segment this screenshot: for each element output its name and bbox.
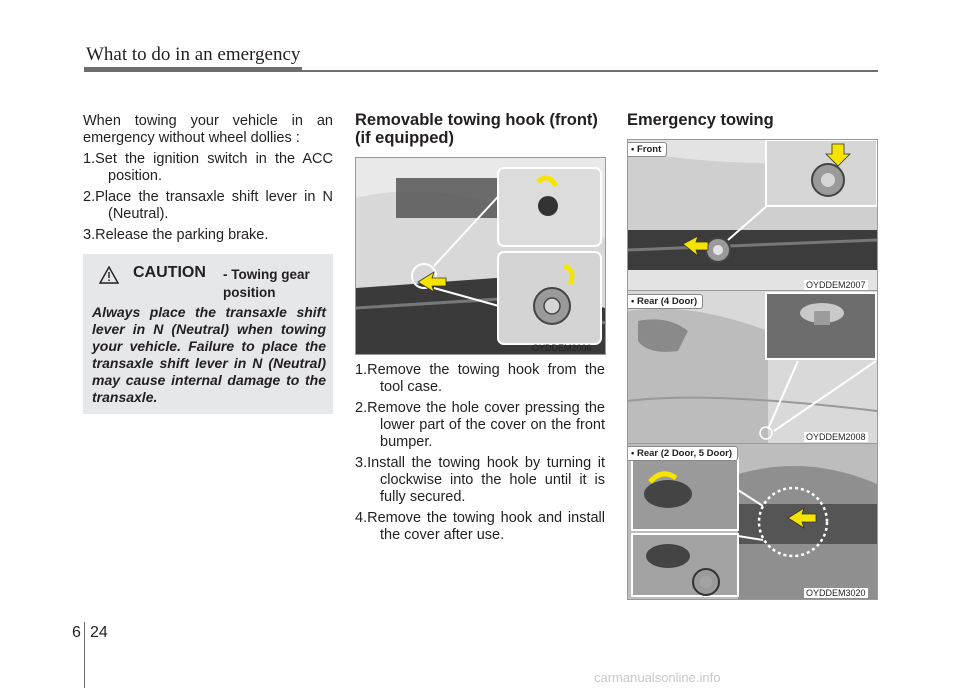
front-bumper-illustration bbox=[356, 158, 605, 354]
caution-box bbox=[83, 254, 333, 414]
page-header-title: What to do in an emergency bbox=[86, 44, 301, 65]
column-3 bbox=[627, 111, 877, 129]
figure-front-hook bbox=[355, 157, 606, 355]
step-item: 3.Install the towing hook by turning it clockwise into the hole until it is fully secured. bbox=[355, 455, 605, 505]
watermark-link[interactable]: carmanualsonline.info bbox=[594, 670, 721, 685]
figure-code: OYDDEM2008 bbox=[806, 432, 866, 442]
column-1 bbox=[83, 113, 333, 244]
figure-rear-2-5door bbox=[627, 443, 878, 600]
caution-title: CAUTION bbox=[133, 264, 206, 281]
chapter-number: 6 bbox=[72, 624, 81, 641]
figure-code: OYDDEM3020 bbox=[806, 588, 866, 598]
figure-label: • Rear (4 Door) bbox=[628, 294, 703, 309]
page-number: 24 bbox=[90, 624, 108, 641]
rear-2-5door-illustration bbox=[628, 444, 877, 599]
rear-4door-illustration bbox=[628, 291, 877, 443]
step-item: 1.Set the ignition switch in the ACC position. bbox=[83, 151, 333, 184]
front-tow-illustration bbox=[628, 140, 877, 290]
column-2 bbox=[355, 111, 605, 147]
caution-subtitle: - Towing gear position bbox=[223, 267, 310, 300]
warning-triangle-icon bbox=[99, 266, 119, 284]
footer-divider bbox=[84, 622, 85, 688]
figure-rear-4door bbox=[627, 290, 878, 444]
header-rule bbox=[302, 70, 878, 72]
figure-code: OYDDEM2006 bbox=[532, 343, 592, 353]
figure-code: OYDDEM2007 bbox=[806, 280, 866, 290]
section-heading-towing-hook: Removable towing hook (front) (if equipped) bbox=[355, 111, 598, 147]
figure-label: • Front bbox=[628, 142, 667, 157]
header-bar bbox=[84, 67, 302, 72]
step-item: 4.Remove the towing hook and install the cover after use. bbox=[355, 510, 605, 543]
step-item: 2.Place the transaxle shift lever in N (Neutral). bbox=[83, 189, 333, 222]
caution-body: Always place the transaxle shift lever in N (Neutral) when towing your vehicle. Failure to place the transaxle shift lever in N (Neutral) may cause internal damage to the transaxle. bbox=[92, 304, 326, 405]
step-item: 1.Remove the towing hook from the tool case. bbox=[355, 362, 605, 395]
step-item: 2.Remove the hole cover pressing the lower part of the cover on the front bumper. bbox=[355, 400, 605, 450]
section-heading-emergency-towing: Emergency towing bbox=[627, 111, 774, 129]
column-2-steps bbox=[355, 362, 605, 544]
step-item: 3.Release the parking brake. bbox=[83, 227, 269, 243]
figure-front-towing bbox=[627, 139, 878, 291]
intro-text: When towing your vehicle in an emergency without wheel dollies : bbox=[83, 113, 333, 146]
figure-label: • Rear (2 Door, 5 Door) bbox=[628, 446, 738, 461]
